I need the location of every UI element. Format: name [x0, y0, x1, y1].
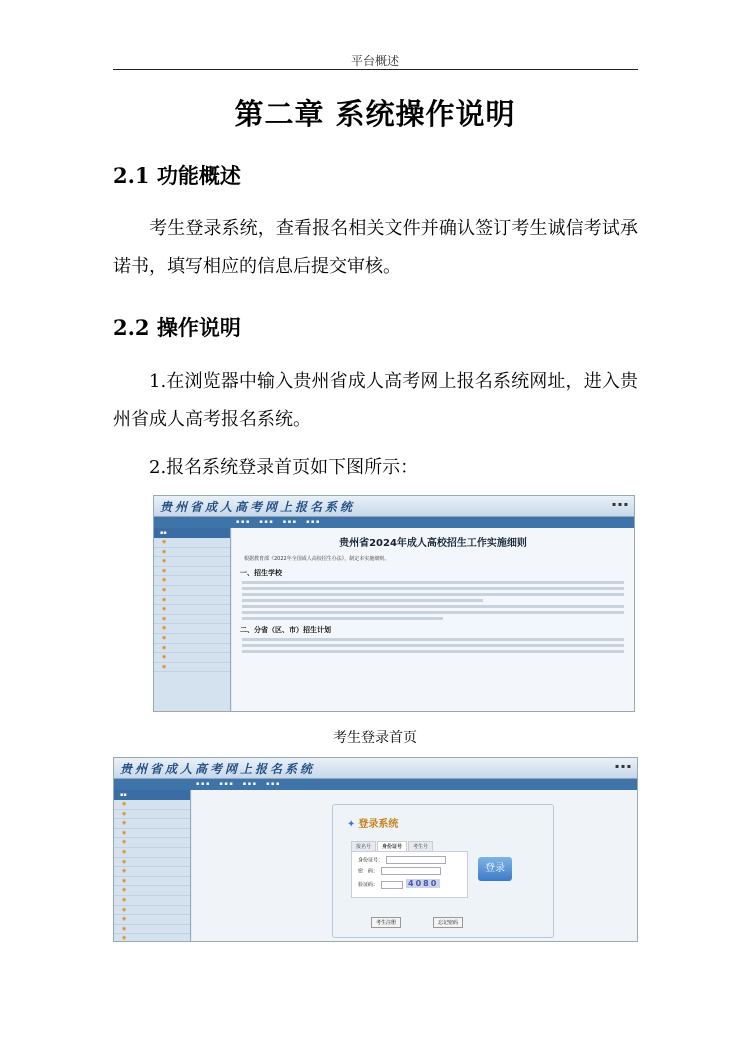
id-field[interactable]	[386, 856, 446, 864]
screenshot-login-page	[113, 757, 638, 942]
header-rule	[113, 69, 638, 70]
sidebar-item	[114, 934, 190, 942]
step-2-paragraph: 2.报名系统登录首页如下图所示：	[149, 457, 419, 478]
section-2-1-paragraph: 考生登录系统，查看报名相关文件并确认签订考生诚信考试承诺书，填写相应的信息后提交审核。	[113, 218, 638, 277]
sidebar-menu	[154, 528, 231, 711]
sidebar-item	[114, 896, 190, 906]
sidebar-item	[154, 548, 230, 558]
login-title: ✦ 登录系统	[347, 815, 398, 830]
rules-document	[232, 528, 634, 711]
site-banner	[114, 758, 637, 779]
sidebar-item	[154, 596, 230, 606]
sidebar-item	[114, 810, 190, 820]
step-1-paragraph: 1.在浏览器中输入贵州省成人高考网上报名系统网址，进入贵州省成人高考报名系统。	[113, 371, 638, 430]
password-field[interactable]	[381, 867, 441, 875]
login-button[interactable]: 登录	[478, 857, 512, 881]
sidebar-item	[154, 653, 230, 663]
sidebar-item	[114, 877, 190, 887]
site-logo: 贵州省成人高考网上报名系统	[120, 762, 316, 776]
sidebar-header: ▪▪	[154, 528, 230, 538]
sidebar-item	[154, 538, 230, 548]
doc-section-2: 二、分省（区、市）招生计划	[240, 626, 331, 634]
site-logo: 贵州省成人高考网上报名系统	[160, 500, 356, 514]
doc-title: 贵州省2024年成人高校招生工作实施细则	[339, 538, 527, 549]
tab-id-card[interactable]: 身份证号	[377, 841, 407, 852]
captcha-image[interactable]: 4080	[408, 879, 439, 888]
sidebar-item	[114, 848, 190, 858]
sidebar-item	[114, 867, 190, 877]
login-area	[192, 790, 637, 941]
register-link[interactable]: 考生注册	[371, 917, 401, 928]
sidebar-menu	[114, 790, 191, 941]
sidebar-item	[114, 838, 190, 848]
site-banner	[154, 496, 634, 517]
date-readout: ▪ ▪ ▪	[611, 501, 628, 508]
chapter-title: 第二章 系统操作说明	[234, 97, 516, 131]
section-heading-2-1: 2.1 功能概述	[113, 163, 241, 188]
login-panel	[332, 804, 554, 938]
sidebar-item	[114, 925, 190, 935]
date-readout: ▪ ▪ ▪	[614, 763, 631, 770]
sidebar-item	[154, 634, 230, 644]
sidebar-item	[154, 605, 230, 615]
login-form	[351, 851, 468, 898]
password-label: 密 码：	[358, 868, 379, 875]
sidebar-item	[114, 819, 190, 829]
captcha-field[interactable]	[381, 881, 403, 889]
screenshot-rules-page	[153, 495, 635, 712]
sidebar-item	[114, 829, 190, 839]
id-label: 身份证号：	[358, 857, 384, 864]
doc-intro: 根据教育部《2022年全国成人高校招生办法》，制定本实施细则。	[244, 556, 390, 562]
sidebar-item	[114, 800, 190, 810]
sidebar-item	[154, 615, 230, 625]
sidebar-item	[154, 624, 230, 634]
sidebar-header: ▪▪	[114, 790, 190, 800]
sidebar-item	[154, 586, 230, 596]
page-header: 平台概述	[350, 54, 399, 68]
sidebar-item	[154, 576, 230, 586]
sidebar-item	[154, 567, 230, 577]
tab-registration-no[interactable]: 报名号	[351, 841, 376, 852]
sidebar-item	[154, 663, 230, 673]
top-nav: ▪ ▪ ▪ ▪ ▪ ▪ ▪ ▪ ▪ ▪ ▪ ▪	[114, 779, 637, 790]
tab-candidate-no[interactable]: 考生号	[408, 841, 433, 852]
sidebar-item	[114, 906, 190, 916]
sidebar-item	[114, 886, 190, 896]
sidebar-item	[114, 915, 190, 925]
section-heading-2-2: 2.2 操作说明	[113, 315, 241, 340]
sidebar-item	[114, 858, 190, 868]
captcha-label: 验证码：	[358, 882, 379, 888]
sidebar-item	[154, 644, 230, 654]
top-nav: ▪ ▪ ▪ ▪ ▪ ▪ ▪ ▪ ▪ ▪ ▪ ▪	[154, 517, 634, 528]
forgot-password-link[interactable]: 忘记密码	[433, 917, 463, 928]
figure-caption: 考生登录首页	[333, 730, 417, 746]
doc-section-1: 一、招生学校	[240, 569, 282, 577]
sidebar-item	[154, 557, 230, 567]
